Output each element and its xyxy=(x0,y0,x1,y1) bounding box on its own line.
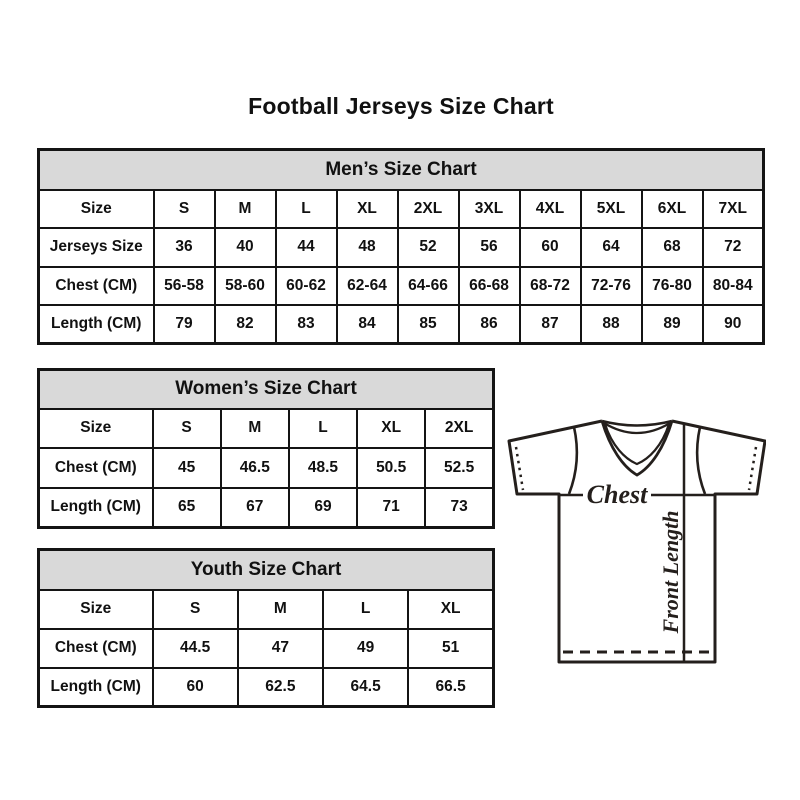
table-cell: 60 xyxy=(153,668,238,707)
table-cell: XL xyxy=(337,190,398,229)
row-label: Chest (CM) xyxy=(39,629,153,668)
table-cell: 52 xyxy=(398,228,459,267)
table-cell: 4XL xyxy=(520,190,581,229)
table-cell: 56 xyxy=(459,228,520,267)
table-cell: 5XL xyxy=(581,190,642,229)
jersey-left-armhole-seam xyxy=(569,427,577,494)
table-row xyxy=(39,590,494,629)
row-label: Length (CM) xyxy=(39,305,154,344)
youth-size-chart-table xyxy=(37,548,495,708)
table-cell: 73 xyxy=(425,488,493,528)
table-cell: 58-60 xyxy=(215,267,276,306)
table-cell: 84 xyxy=(337,305,398,344)
row-label: Size xyxy=(39,190,154,229)
mens-size-chart-table xyxy=(37,148,765,345)
table-row xyxy=(39,190,764,229)
table-cell: 72-76 xyxy=(581,267,642,306)
jersey-vneck-outer xyxy=(602,421,672,475)
table-title: Women’s Size Chart xyxy=(39,370,494,409)
table-cell: 47 xyxy=(238,629,323,668)
jersey-vneck-inner xyxy=(605,424,669,464)
table-cell: 68-72 xyxy=(520,267,581,306)
table-row xyxy=(39,267,764,306)
row-label: Size xyxy=(39,590,153,629)
chest-label: Chest xyxy=(586,480,648,509)
table-cell: 89 xyxy=(642,305,703,344)
jersey-collar-top-curve xyxy=(602,421,672,426)
table-row xyxy=(39,668,494,707)
table-cell: 36 xyxy=(154,228,215,267)
table-cell: 51 xyxy=(408,629,493,668)
table-cell: 64.5 xyxy=(323,668,408,707)
table-cell: 64 xyxy=(581,228,642,267)
table-cell: L xyxy=(276,190,337,229)
row-label: Length (CM) xyxy=(39,488,153,528)
table-cell: 49 xyxy=(323,629,408,668)
table-cell: XL xyxy=(357,409,425,449)
table-cell: 71 xyxy=(357,488,425,528)
table-row xyxy=(39,448,494,488)
table-cell: 82 xyxy=(215,305,276,344)
table-cell: 79 xyxy=(154,305,215,344)
table-cell: 3XL xyxy=(459,190,520,229)
table-cell: XL xyxy=(408,590,493,629)
jersey-left-cuff-stitch xyxy=(516,447,523,490)
table-cell: 40 xyxy=(215,228,276,267)
table-cell: 46.5 xyxy=(221,448,289,488)
table-cell: 88 xyxy=(581,305,642,344)
table-cell: 87 xyxy=(520,305,581,344)
table-cell: 7XL xyxy=(703,190,764,229)
table-cell: 83 xyxy=(276,305,337,344)
table-cell: 86 xyxy=(459,305,520,344)
table-row xyxy=(39,228,764,267)
table-cell: 67 xyxy=(221,488,289,528)
table-row xyxy=(39,409,494,449)
table-cell: S xyxy=(154,190,215,229)
front-length-label: Front Length xyxy=(658,510,683,634)
jersey-illustration xyxy=(504,404,766,676)
table-cell: 48.5 xyxy=(289,448,357,488)
table-cell: 80-84 xyxy=(703,267,764,306)
table-cell: 85 xyxy=(398,305,459,344)
table-cell: 76-80 xyxy=(642,267,703,306)
jersey-right-cuff-stitch xyxy=(749,447,756,490)
table-cell: M xyxy=(221,409,289,449)
table-cell: 90 xyxy=(703,305,764,344)
page-title: Football Jerseys Size Chart xyxy=(248,93,554,119)
row-label: Size xyxy=(39,409,153,449)
row-label: Jerseys Size xyxy=(39,228,154,267)
table-cell: 6XL xyxy=(642,190,703,229)
table-cell: S xyxy=(153,409,221,449)
row-label: Chest (CM) xyxy=(39,267,154,306)
table-cell: 56-58 xyxy=(154,267,215,306)
table-cell: 50.5 xyxy=(357,448,425,488)
table-cell: 44.5 xyxy=(153,629,238,668)
table-cell: L xyxy=(323,590,408,629)
table-cell: 66.5 xyxy=(408,668,493,707)
table-cell: 48 xyxy=(337,228,398,267)
table-cell: 62-64 xyxy=(337,267,398,306)
table-cell: 44 xyxy=(276,228,337,267)
table-cell: 72 xyxy=(703,228,764,267)
table-cell: 65 xyxy=(153,488,221,528)
jersey-body-outline xyxy=(509,421,765,662)
table-cell: 66-68 xyxy=(459,267,520,306)
table-cell: 52.5 xyxy=(425,448,493,488)
table-cell: 60 xyxy=(520,228,581,267)
table-cell: 62.5 xyxy=(238,668,323,707)
table-title: Men’s Size Chart xyxy=(39,150,764,190)
table-title: Youth Size Chart xyxy=(39,550,494,590)
table-cell: 64-66 xyxy=(398,267,459,306)
row-label: Chest (CM) xyxy=(39,448,153,488)
womens-size-chart-table xyxy=(37,368,495,529)
table-cell: 2XL xyxy=(425,409,493,449)
table-cell: S xyxy=(153,590,238,629)
table-row xyxy=(39,629,494,668)
table-cell: 69 xyxy=(289,488,357,528)
jersey-right-armhole-seam xyxy=(697,427,705,494)
row-label: Length (CM) xyxy=(39,668,153,707)
table-cell: 60-62 xyxy=(276,267,337,306)
table-cell: M xyxy=(238,590,323,629)
table-cell: 68 xyxy=(642,228,703,267)
table-cell: L xyxy=(289,409,357,449)
table-row xyxy=(39,488,494,528)
table-row xyxy=(39,305,764,344)
table-cell: 45 xyxy=(153,448,221,488)
jersey-measurement-diagram xyxy=(504,404,766,676)
table-cell: 2XL xyxy=(398,190,459,229)
table-cell: M xyxy=(215,190,276,229)
